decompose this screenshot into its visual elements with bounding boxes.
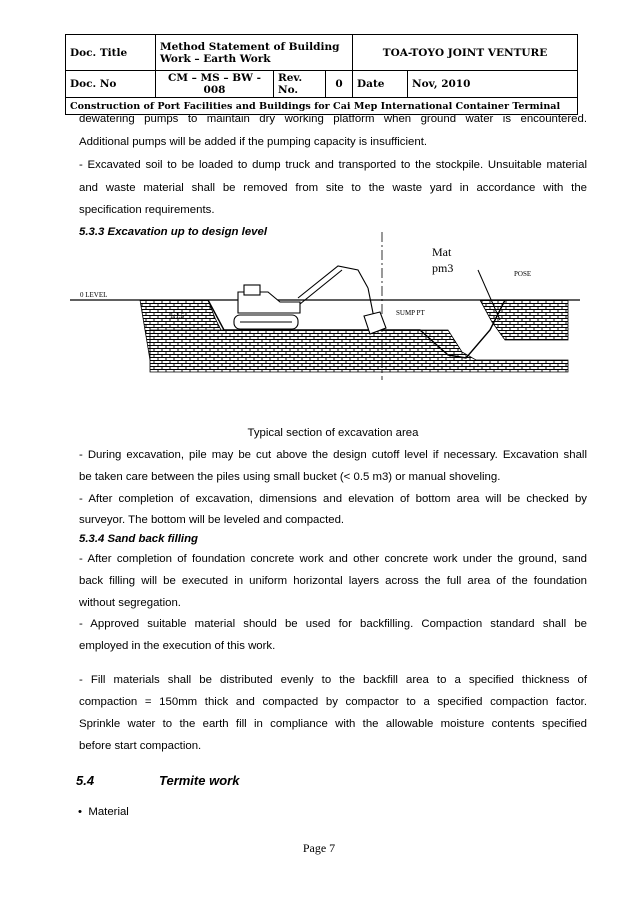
- para7-line3: Sprinkle water to the earth fill in compliance with the allowable moisture contents specified: [79, 718, 587, 730]
- label-zero-level: 0 LEVEL: [80, 291, 108, 299]
- bullet-item: [78, 806, 129, 818]
- para3-line2: be taken care between the piles using small bucket (< 0.5 m3) or manual shoveling.: [79, 471, 501, 483]
- bullet-item-label: Material: [88, 806, 129, 818]
- page-number: Page 7: [302, 841, 336, 855]
- doc-no-label: Doc. No: [66, 71, 156, 98]
- para1-line2: Additional pumps will be added if the pumping capacity is insufficient.: [79, 136, 428, 148]
- para2-line2: and waste material shall be removed from site to the waste yard in accordance with the: [79, 182, 587, 194]
- para4-line1: - After completion of excavation, dimensions and elevation of bottom area will be checked by: [79, 493, 587, 505]
- para7-line4: before start compaction.: [79, 740, 202, 752]
- para6-line2: employed in the execution of this work.: [79, 640, 276, 652]
- label-sump: SUMP PT: [396, 309, 425, 317]
- company-name: TOA-TOYO JOINT VENTURE: [353, 35, 578, 71]
- para4-line2: surveyor. The bottom will be leveled and compacted.: [79, 514, 345, 526]
- soil-right-bank: [480, 300, 568, 340]
- para7-line1: - Fill materials shall be distributed evenly to the backfill area to a specified thickness of: [79, 674, 587, 686]
- date-value: Nov, 2010: [408, 71, 578, 98]
- figure-caption: Typical section of excavation area: [247, 427, 419, 439]
- para1-line1: dewatering pumps to maintain dry working platform when ground water is encountered.: [79, 113, 587, 125]
- annotation-pm3: pm3: [432, 261, 454, 275]
- para5-line3: without segregation.: [79, 597, 181, 609]
- annotation-mat: Mat: [432, 245, 452, 259]
- project-title: Construction of Port Facilities and Buildings for Cai Mep International Container Terminal: [66, 98, 578, 115]
- bullet-dot-icon: •: [78, 806, 89, 818]
- rev-label: Rev. No.: [274, 71, 326, 98]
- para7-line2: compaction = 150mm thick and compacted by compactor to a specified compaction factor.: [79, 696, 587, 708]
- doc-title-label: Doc. Title: [66, 35, 156, 71]
- para2-line1: - Excavated soil to be loaded to dump truck and transported to the stockpile. Unsuitable material: [79, 159, 587, 171]
- rev-value: 0: [326, 71, 353, 98]
- section-533-heading: 5.3.3 Excavation up to design level: [79, 226, 268, 238]
- label-pose: POSE: [514, 270, 532, 278]
- label-slope: 1:1.5: [170, 312, 185, 320]
- para2-line3: specification requirements.: [79, 204, 215, 216]
- section-54-title: Termite work: [159, 773, 240, 788]
- date-label: Date: [353, 71, 408, 98]
- para3-line1: - During excavation, pile may be cut above the design cutoff level if necessary. Excavation shall: [79, 449, 587, 461]
- section-534-heading: 5.3.4 Sand back filling: [79, 533, 199, 545]
- para5-line1: - After completion of foundation concrete work and other concrete work under the ground, sand: [79, 553, 587, 565]
- doc-no-value: CM – MS – BW - 008: [156, 71, 274, 98]
- section-54-number: 5.4: [76, 773, 95, 788]
- doc-title-value: Method Statement of Building Work – Earth Work: [156, 35, 353, 71]
- para6-line1: - Approved suitable material should be used for backfilling. Compaction standard shall be: [79, 618, 587, 630]
- para5-line2: back filling will be executed in uniform horizontal layers across the full area of the foundation: [79, 575, 587, 587]
